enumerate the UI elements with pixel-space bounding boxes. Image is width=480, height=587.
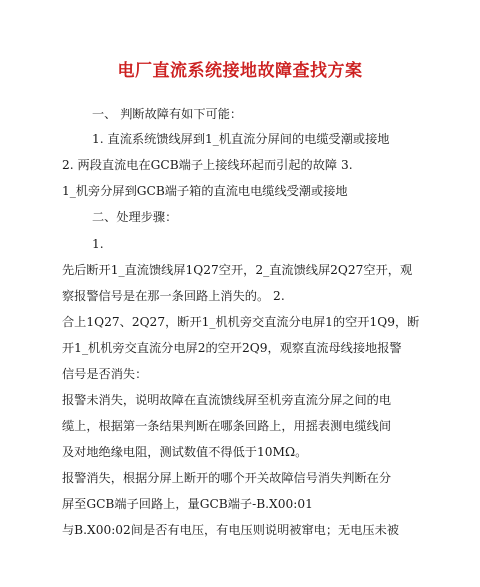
text-line: 先后断开1_直流馈线屏1Q27空开，2_直流馈线屏2Q27空开，观 [62,263,413,277]
text-line: 报警消失，根据分屏上断开的哪个开关故障信号消失判断在分 [62,471,392,485]
text-line: 与B.X00:02间是否有电压，有电压则说明被窜电；无电压未被 [62,523,399,537]
text-line: 1_机旁分屏到GCB端子箱的直流电电缆线受潮或接地 [62,184,348,198]
text-line: 及对地绝缘电阻，测试数值不得低于10MΩ。 [62,445,308,459]
text-line: 合上1Q27、2Q27，断开1_机机旁交直流分电屏1的空开1Q9，断 [62,315,420,329]
text-line: 报警未消失，说明故障在直流馈线屏至机旁直流分屏之间的电 [62,393,392,407]
text-line: 察报警信号是在那一条回路上消失的。 2. [62,289,285,303]
text-line: 缆上，根据第一条结果判断在哪条回路上，用摇表测电缆线间 [62,419,392,433]
text-line: 一、 判断故障有如下可能： [92,107,243,121]
text-line: 开1_机机旁交直流分电屏2的空开2Q9，观察直流母线接地报警 [62,341,402,355]
text-line: 二、处理步骤： [92,210,178,224]
text-line: 屏至GCB端子回路上，量GCB端子-B.X00:01 [62,497,313,511]
text-line: 1. [92,237,104,251]
text-line: 2. 两段直流电在GCB端子上接线环起而引起的故障 3. [62,158,353,172]
text-line: 1. 直流系统馈线屏到1_机直流分屏间的电缆受潮或接地 [92,132,390,146]
document-title: 电厂直流系统接地故障查找方案 [117,61,363,81]
text-line: 信号是否消失： [62,367,148,381]
